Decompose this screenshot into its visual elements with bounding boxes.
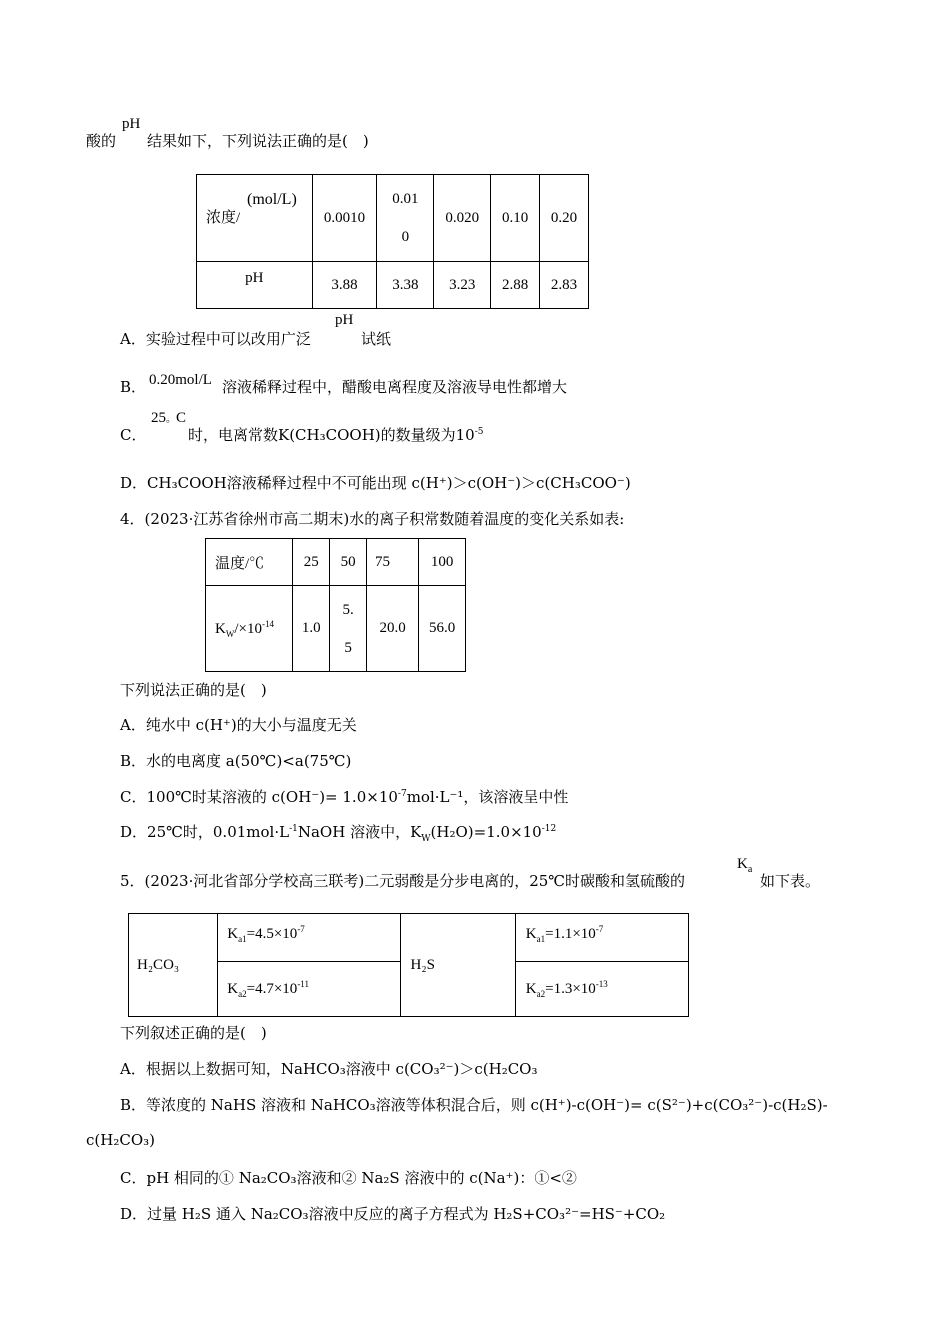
table1-conc-cell: 0.0010: [312, 175, 377, 262]
table1-conc-cell: 0.10: [491, 175, 540, 262]
table1-header-label: 浓度/: [206, 210, 241, 226]
q5-stem-post: 如下表。: [760, 872, 821, 890]
q5-ask: 下列叙述正确的是( ): [120, 1024, 267, 1042]
q3-option-a: A．实验过程中可以改用广泛: [120, 330, 311, 348]
q3-option-b-post: 溶液稀释过程中，醋酸电离程度及溶液导电性都增大: [222, 378, 568, 396]
q3-option-c: C．: [120, 426, 147, 444]
table2-temp-label: 温度/℃: [206, 539, 293, 586]
table2-kw-cell: 20.0: [366, 586, 418, 672]
q5-option-d: D．过量 H₂S 通入 Na₂CO₃溶液中反应的离子方程式为 H₂S+CO₃²⁻=HS⁻+CO₂: [120, 1205, 666, 1223]
q4-option-d: D．25℃时，$0.01mol\cdot L^{-1}NaOH$ 溶液中，$K_W(H_2O)=1.0\times 10^{-12}$: [120, 823, 557, 844]
q3-option-c-post: 时，电离常数K(CH₃COOH)的数量级为$10^{-5}$: [188, 426, 484, 444]
table2-kw-cell: 56.0: [419, 586, 466, 672]
table3-h2co3-ka1: $K_{a1}=4.5\times 10^{-7}$: [218, 914, 400, 962]
table2-temp-cell: 50: [330, 539, 367, 586]
table1-ph-label: pH: [197, 262, 313, 309]
table2-kw-cell: 5. 5: [330, 586, 367, 672]
q3-option-a-post: 试纸: [361, 330, 392, 348]
table2-temp-cell: 75: [366, 539, 418, 586]
q3-option-b-conc: 0.20mol/L: [149, 372, 212, 388]
table3-h2s-ka2: $K_{a2}=1.3\times 10^{-13}$: [515, 962, 688, 1017]
table1-ph-cell: 2.83: [540, 262, 589, 309]
table1-ph-cell: 3.23: [434, 262, 491, 309]
q3-option-a-ph: pH: [335, 312, 354, 328]
q3-option-b: B．: [120, 378, 147, 396]
table3-h2co3-label: H₂CO₃: [129, 914, 218, 1017]
table1-conc-cell: 0.01 0: [377, 175, 434, 262]
q5-stem: 5．(2023·河北省部分学校高三联考)二元弱酸是分步电离的，25℃时碳酸和氢硫酸的: [120, 872, 686, 890]
q4-option-a: A．纯水中 c(H⁺)的大小与温度无关: [120, 716, 357, 734]
q3-option-c-temp: 25。C: [151, 410, 187, 426]
table1-ph-cell: 3.38: [377, 262, 434, 309]
q3-intro-prefix: 酸的: [86, 132, 117, 150]
q3-option-d: D．CH₃COOH溶液稀释过程中不可能出现 c(H⁺)＞c(OH⁻)＞c(CH₃COO⁻): [120, 474, 631, 492]
ka-table: [128, 913, 689, 1017]
table3-h2s-ka1: $K_{a1}=1.1\times 10^{-7}$: [515, 914, 688, 962]
table1-header-unit: (mol/L): [247, 191, 297, 208]
q5-ka-raised: $K_a$: [737, 856, 753, 875]
table2-kw-cell: 1.0: [293, 586, 330, 672]
table3-h2s-label: H₂S: [400, 914, 515, 1017]
q4-ask: 下列说法正确的是( ): [120, 681, 267, 699]
table1-ph-cell: 2.88: [491, 262, 540, 309]
q4-option-b: B．水的电离度 a(50℃)<a(75℃): [120, 752, 352, 770]
table3-h2co3-ka2: $K_{a2}=4.7\times 10^{-11}$: [218, 962, 400, 1017]
q3-intro: [86, 130, 116, 151]
q5-option-c: C．pH 相同的① Na₂CO₃溶液和② Na₂S 溶液中的 c(Na⁺)：①<②: [120, 1169, 577, 1187]
concentration-ph-table: [196, 174, 589, 309]
table1-header-cell: [197, 175, 313, 262]
table2-kw-label: $K_W/\times 10^{-14}$: [206, 586, 293, 672]
table2-temp-cell: 100: [419, 539, 466, 586]
table2-temp-cell: 25: [293, 539, 330, 586]
q3-intro-ph: pH: [122, 116, 141, 132]
table1-conc-cell: 0.20: [540, 175, 589, 262]
q5-option-b-line1: B．等浓度的 NaHS 溶液和 NaHCO₃溶液等体积混合后，则 c(H⁺)-c(OH⁻)= c(S²⁻)+c(CO₃²⁻)-c(H₂S)-: [120, 1096, 828, 1114]
q5-option-b-line2: c(H₂CO₃): [86, 1131, 155, 1149]
q5-option-a: A．根据以上数据可知，NaHCO₃溶液中 c(CO₃²⁻)＞c(H₂CO₃: [120, 1060, 538, 1078]
table1-ph-cell: 3.88: [312, 262, 377, 309]
q4-option-c: C．100℃时某溶液的 $c(OH^-)= 1.0\times 10^{-7}mol\cdot L^{-1}$，该溶液呈中性: [120, 788, 569, 806]
q3-intro-suffix: 结果如下，下列说法正确的是( ): [147, 132, 369, 150]
kw-temperature-table: [205, 538, 466, 672]
table1-conc-cell: 0.020: [434, 175, 491, 262]
q4-stem: 4．(2023·江苏省徐州市高二期末)水的离子积常数随着温度的变化关系如表:: [120, 510, 625, 528]
